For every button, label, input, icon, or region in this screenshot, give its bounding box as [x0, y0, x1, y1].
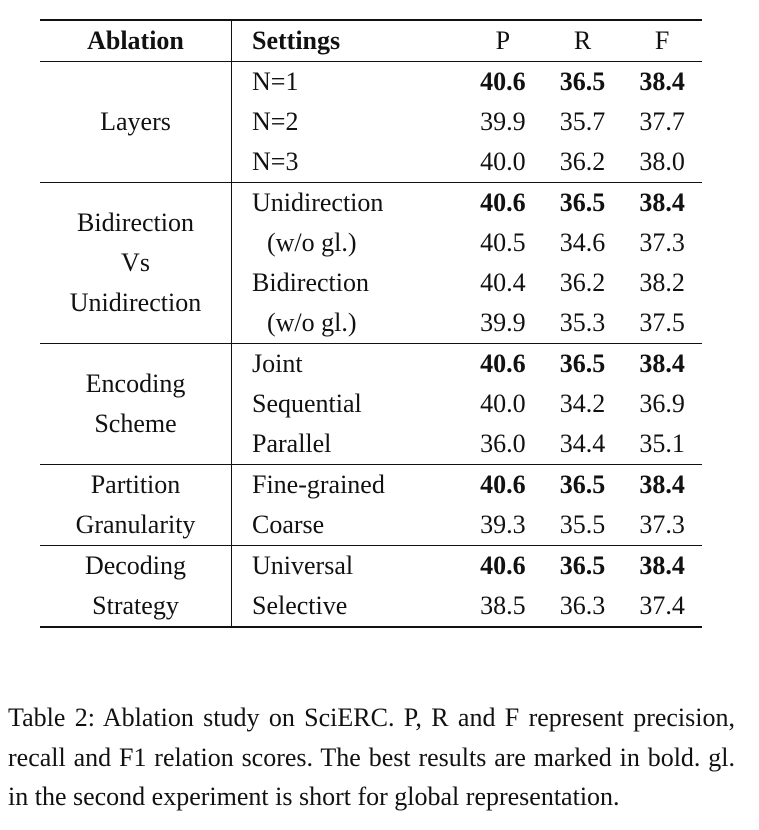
- score-f-cell: 38.0: [639, 147, 685, 176]
- setting-cell: N=1: [252, 67, 299, 96]
- score-p-cell: 39.9: [480, 107, 526, 136]
- score-p-cell: 40.0: [480, 389, 526, 418]
- setting-cell: Parallel: [252, 429, 332, 458]
- score-f-cell: 37.7: [639, 107, 685, 136]
- table-caption: Table 2: Ablation study on SciERC. P, R and F represent precision, recall and F1 relation scores. The best results are marked in bold. gl. in the second experiment is short for global representation.: [8, 703, 735, 811]
- score-f-cell: 37.4: [639, 591, 685, 620]
- header-row: [40, 21, 702, 62]
- setting-cell: Fine-grained: [252, 470, 385, 499]
- score-f-cell: 38.4: [639, 349, 685, 378]
- header-f: F: [654, 26, 670, 55]
- score-p-cell: 40.6: [480, 551, 526, 580]
- setting-cell: (w/o gl.): [267, 228, 357, 257]
- results-table: [40, 21, 702, 626]
- table-row: [40, 465, 702, 506]
- score-f-cell: 37.3: [639, 510, 685, 539]
- table-row: [40, 344, 702, 385]
- ablation-cell: [40, 183, 232, 344]
- header-settings: Settings: [252, 26, 341, 55]
- score-r-cell: 36.5: [559, 67, 606, 96]
- ablation-label-line: Unidirection: [69, 288, 202, 317]
- setting-cell: (w/o gl.): [267, 308, 357, 337]
- header-r: R: [573, 26, 592, 55]
- score-r-cell: 34.4: [559, 429, 606, 458]
- score-p-cell: 38.5: [480, 591, 526, 620]
- ablation-label-line: Granularity: [75, 510, 196, 539]
- score-p-cell: 40.0: [480, 147, 526, 176]
- ablation-label-line: Vs: [121, 248, 150, 277]
- setting-cell: Bidirection: [252, 268, 369, 297]
- ablation-label-line: Scheme: [94, 409, 177, 438]
- setting-cell: N=2: [252, 107, 299, 136]
- ablation-cell: [40, 546, 232, 627]
- score-p-cell: 40.5: [480, 228, 526, 257]
- ablation-label-line: Partition: [90, 470, 181, 499]
- score-r-cell: 34.6: [559, 228, 606, 257]
- setting-cell: Unidirection: [252, 188, 384, 217]
- score-r-cell: 35.5: [559, 510, 606, 539]
- ablation-label-line: Strategy: [92, 591, 179, 620]
- score-r-cell: 36.5: [559, 470, 606, 499]
- score-r-cell: 35.3: [559, 308, 606, 337]
- ablation-label-line: Encoding: [85, 369, 186, 398]
- score-r-cell: 36.5: [559, 551, 606, 580]
- ablation-cell: [40, 62, 232, 183]
- setting-cell: Universal: [252, 551, 354, 580]
- score-f-cell: 38.4: [639, 470, 685, 499]
- table-body: [40, 62, 702, 627]
- score-f-cell: 35.1: [639, 429, 685, 458]
- table-row: [40, 183, 702, 224]
- score-f-cell: 38.4: [639, 188, 685, 217]
- ablation-label-line: Layers: [100, 107, 171, 136]
- score-p-cell: 39.3: [480, 510, 526, 539]
- score-p-cell: 40.6: [480, 470, 526, 499]
- score-f-cell: 38.4: [639, 67, 685, 96]
- score-r-cell: 36.2: [559, 147, 606, 176]
- score-p-cell: 40.4: [480, 268, 526, 297]
- header-p: P: [495, 26, 511, 55]
- score-f-cell: 38.2: [639, 268, 685, 297]
- setting-cell: N=3: [252, 147, 299, 176]
- score-r-cell: 36.3: [559, 591, 606, 620]
- ablation-label-line: Decoding: [84, 551, 187, 580]
- score-p-cell: 40.6: [480, 349, 526, 378]
- setting-cell: Joint: [252, 349, 303, 378]
- ablation-label-line: Bidirection: [77, 208, 194, 237]
- ablation-cell: [40, 344, 232, 465]
- table-row: [40, 62, 702, 103]
- score-r-cell: 35.7: [559, 107, 606, 136]
- score-r-cell: 34.2: [559, 389, 606, 418]
- ablation-table: [40, 19, 702, 628]
- score-p-cell: 36.0: [480, 429, 526, 458]
- score-r-cell: 36.5: [559, 349, 606, 378]
- score-p-cell: 39.9: [480, 308, 526, 337]
- score-r-cell: 36.5: [559, 188, 606, 217]
- score-f-cell: 37.5: [639, 308, 685, 337]
- score-f-cell: 38.4: [639, 551, 685, 580]
- setting-cell: Coarse: [252, 510, 325, 539]
- ablation-cell: [40, 465, 232, 546]
- score-r-cell: 36.2: [559, 268, 606, 297]
- setting-cell: Selective: [252, 591, 348, 620]
- score-p-cell: 40.6: [480, 67, 526, 96]
- score-f-cell: 37.3: [639, 228, 685, 257]
- header-ablation: Ablation: [40, 21, 232, 62]
- score-p-cell: 40.6: [480, 188, 526, 217]
- setting-cell: Sequential: [252, 389, 362, 418]
- table-row: [40, 546, 702, 587]
- score-f-cell: 36.9: [639, 389, 685, 418]
